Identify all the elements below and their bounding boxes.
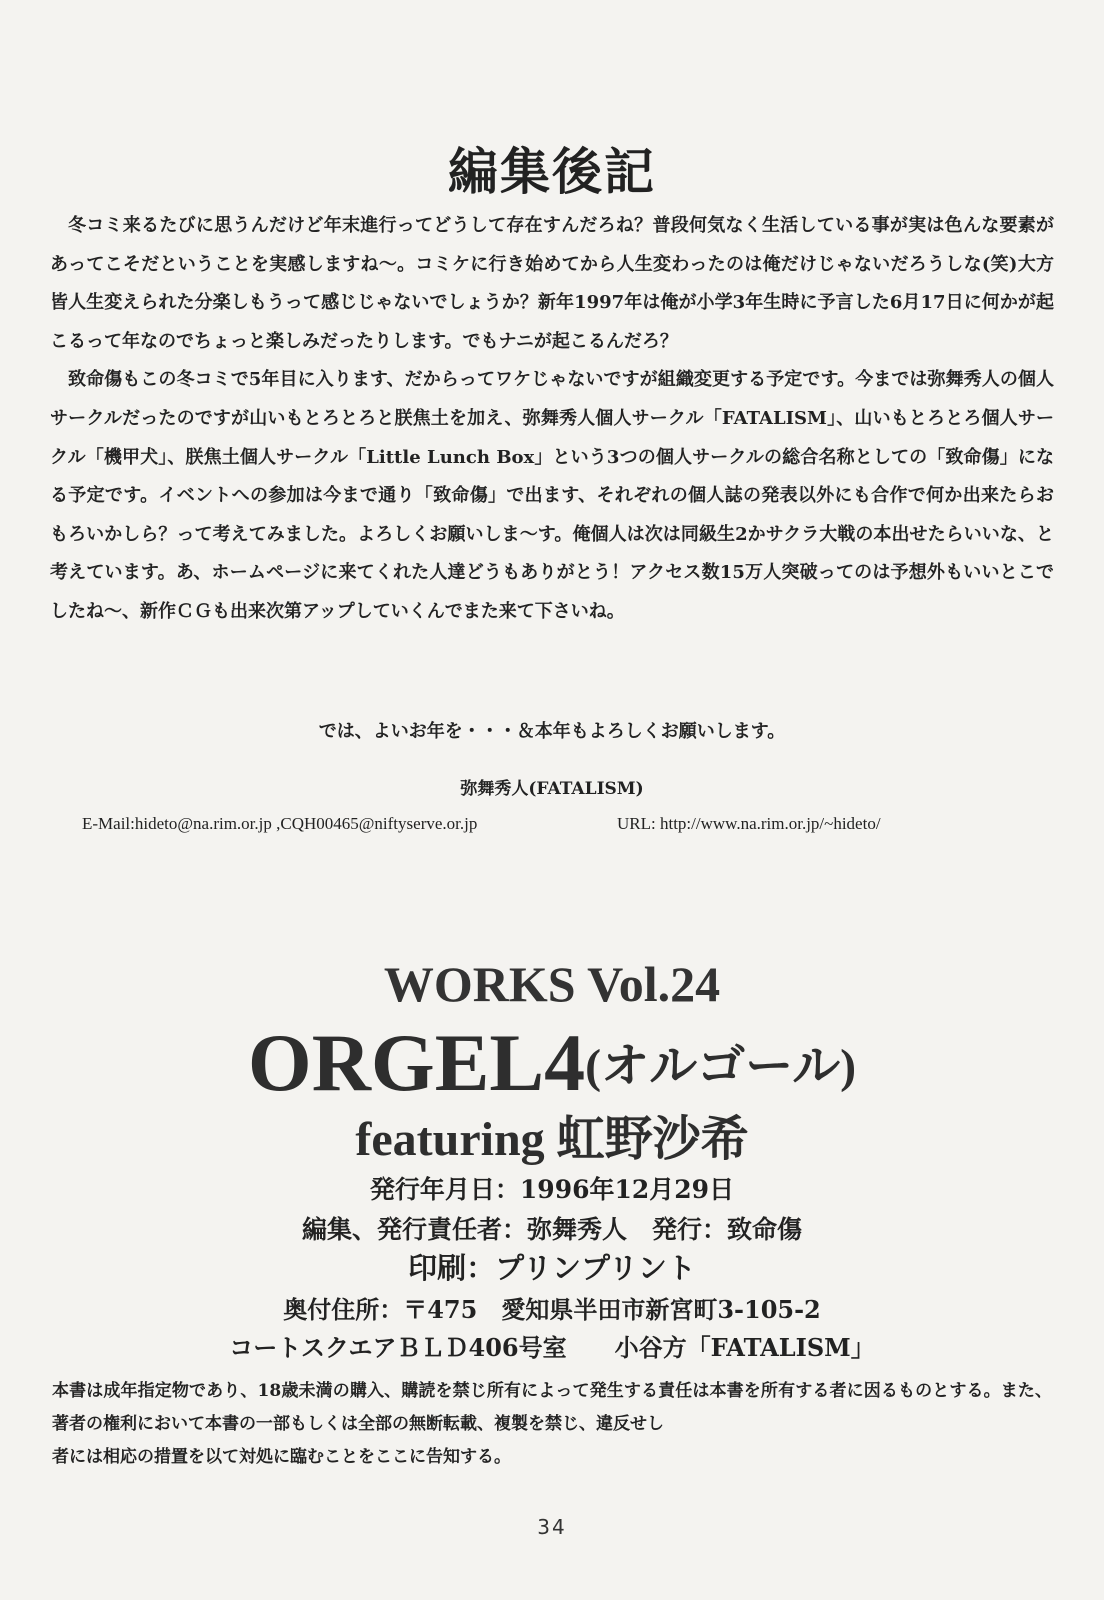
legal-notice-last: 者には相応の措置を以て対処に臨むことをここに告知する。 — [52, 1447, 511, 1467]
signature: 弥舞秀人(FATALISM) — [460, 779, 644, 799]
editor-line: 編集、発行責任者：弥舞秀人 発行：致命傷 — [301, 1215, 802, 1244]
publish-date: 発行年月日：1996年12月29日 — [369, 1175, 735, 1204]
url-text: URL: http://www.na.rim.or.jp/~hideto/ — [617, 814, 881, 833]
product-title — [0, 1018, 1104, 1112]
printer-line: 印刷：プリンプリント — [408, 1251, 696, 1285]
works-volume: WORKS Vol.24 — [383, 956, 721, 1012]
product-title-main: ORGEL4 — [247, 1017, 586, 1108]
product-title-sub: (オルゴール) — [585, 1040, 857, 1093]
address-line-2: コートスクエアＢＬＤ406号室 小谷方「FATALISM」 — [229, 1333, 875, 1362]
page-number: 34 — [537, 1515, 567, 1539]
featuring-line: featuring 虹野沙希 — [355, 1113, 749, 1166]
email-text: E-Mail:hideto@na.rim.or.jp ,CQH00465@niftyserve.or.jp — [82, 814, 478, 833]
page-title: 編集後記 — [448, 143, 656, 201]
afterword-body — [50, 207, 1054, 632]
legal-notice-text: 本書は成年指定物であり、18歳未満の購入、購読を禁じ所有によって発生する責任は本書を所有する者に因るものとする。また、著者の権利において本書の一部もしくは全部の無断転載、複製を禁じ、違反せし — [52, 1381, 1052, 1434]
paragraph-2: 致命傷もこの冬コミで5年目に入ります、だからってワケじゃないですが組織変更する予定です。今までは弥舞秀人の個人サークルだったのですが山いもとろとろと朕焦土を加え、弥舞秀人個人サークル「FATALISM」、山いもとろとろ個人サークル「機甲犬」、朕焦土個人サークル「Little Lunch Box」という3つの個人サークルの総合名称としての「致命傷」になる予定です。イベントへの参加は今まで通り「致命傷」で出ます、それぞれの個人誌の発表以外にも合作で何か出来たらおもろいかしら？って考えてみました。よろしくお願いしま～す。俺個人は次は同級生2かサクラ大戦の本出せたらいいな、と考えています。あ、ホームページに来てくれた人達どうもありがとう！アクセス数15万人突破ってのは予想外もいいとこでしたね～、新作ＣＧも出来次第アップしていくんでまた来て下さいね。 — [50, 369, 1054, 622]
closing-line: では、よいお年を・・・＆本年もよろしくお願いします。 — [318, 721, 786, 742]
address-line-1: 奥付住所：〒475 愛知県半田市新宮町3-105-2 — [283, 1295, 821, 1324]
legal-notice — [52, 1375, 1052, 1474]
paragraph-1: 冬コミ来るたびに思うんだけど年末進行ってどうして存在すんだろね？普段何気なく生活している事が実は色んな要素があってこそだということを実感しますね～。コミケに行き始めてから人生変わったのは俺だけじゃないだろうしな(笑)大方皆人生変えられた分楽しもうって感じじゃないでしょうか？新年1997年は俺が小学3年生時に予言した6月17日に何かが起こるって年なのでちょっと楽しみだったりします。でもナニが起こるんだろ？ — [50, 215, 1054, 352]
